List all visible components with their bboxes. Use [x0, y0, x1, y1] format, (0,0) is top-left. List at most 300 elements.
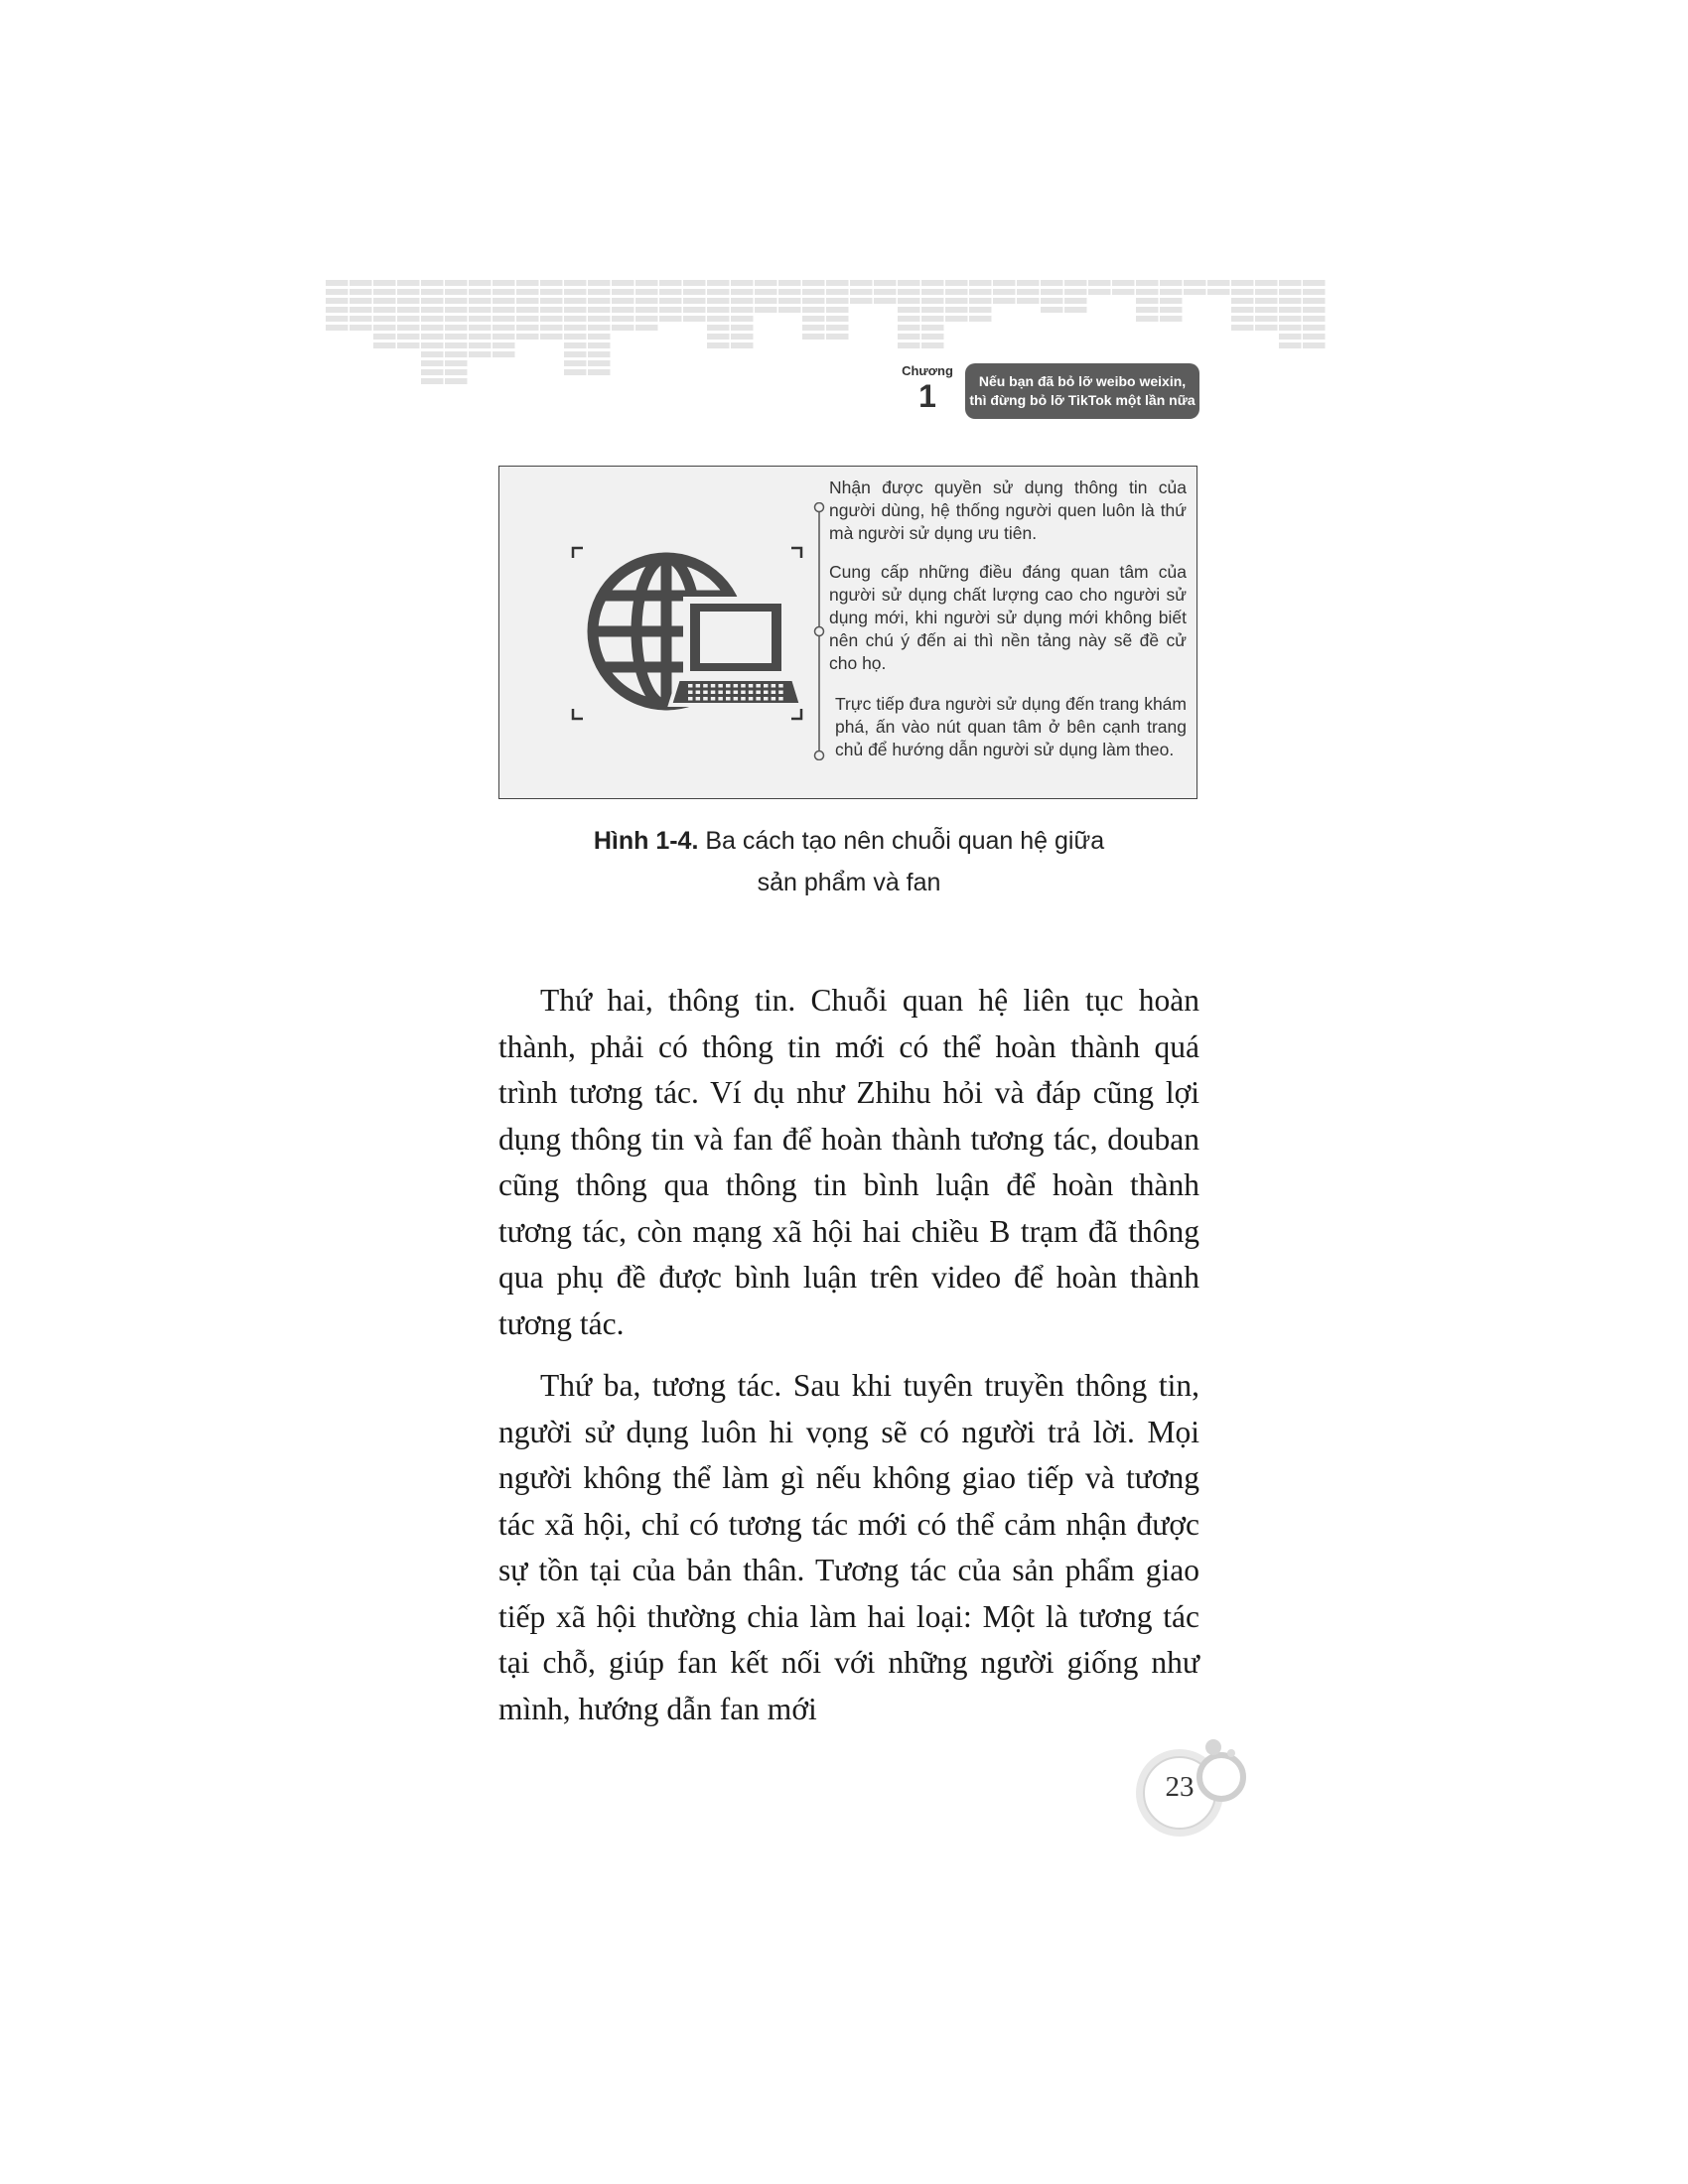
deco-bar-segment	[397, 316, 420, 322]
keyboard-key	[696, 697, 701, 701]
deco-bar-segment	[945, 289, 968, 295]
figure-connector-line	[809, 502, 829, 760]
deco-bar-segment	[492, 334, 515, 340]
deco-bar-segment	[826, 280, 849, 286]
deco-bar-segment	[659, 289, 682, 295]
deco-bar-segment	[1207, 280, 1230, 286]
deco-bar-segment	[1207, 289, 1230, 295]
deco-bar-segment	[659, 298, 682, 304]
deco-bar-segment	[588, 369, 611, 375]
deco-bar-segment	[1112, 289, 1135, 295]
deco-bar-segment	[802, 289, 825, 295]
deco-bar-segment	[969, 298, 992, 304]
keyboard-key	[696, 691, 701, 695]
paragraph: Thứ ba, tương tác. Sau khi tuyên truyền thông tin, người sử dụng luôn hi vọng sẽ có người trả lời. Mọi người không thể làm gì nếu không giao tiếp và tương tác xã hội, chỉ có tương tác mới có thể cảm nhận được sự tồn tại của bản thân. Tương tác của sản phẩm giao tiếp xã hội thường chia làm hai loại: Một là tương tác tại chỗ, giúp fan kết nối với những người giống như mình, hướng dẫn fan mới	[498, 1368, 1199, 1726]
keyboard-key	[778, 691, 783, 695]
deco-bar-segment	[945, 298, 968, 304]
chapter-word: Chương	[902, 363, 953, 378]
deco-bar-segment	[397, 307, 420, 313]
deco-bar-segment	[540, 325, 563, 331]
keyboard-key	[749, 697, 754, 701]
deco-bar-segment	[373, 298, 396, 304]
deco-bar-segment	[1041, 289, 1063, 295]
deco-bar-segment	[969, 307, 992, 313]
keyboard-key	[764, 697, 769, 701]
keyboard-key	[756, 697, 761, 701]
deco-bar-segment	[945, 316, 968, 322]
keyboard-key	[688, 691, 693, 695]
deco-bar-segment	[1112, 280, 1135, 286]
deco-bar-segment	[516, 289, 539, 295]
deco-bar-segment	[898, 298, 920, 304]
deco-bar-segment	[588, 334, 611, 340]
keyboard-key	[718, 684, 723, 688]
deco-bar-segment	[778, 280, 801, 286]
keyboard-key	[726, 691, 731, 695]
figure-box	[498, 466, 1197, 799]
deco-bar-segment	[564, 307, 587, 313]
deco-bar-segment	[1303, 289, 1326, 295]
figure-caption	[496, 820, 1201, 903]
chapter-title-line-1: Nếu bạn đã bỏ lỡ weibo weixin,	[978, 373, 1187, 389]
deco-bar-segment	[683, 298, 706, 304]
deco-bar-segment	[1041, 298, 1063, 304]
deco-bar-segment	[1184, 289, 1206, 295]
deco-bar-segment	[421, 342, 444, 348]
deco-bar-segment	[516, 298, 539, 304]
deco-bar-segment	[516, 325, 539, 331]
keyboard-key	[778, 697, 783, 701]
deco-bar-segment	[1255, 307, 1278, 313]
deco-bar-segment	[1303, 342, 1326, 348]
deco-bar-segment	[802, 316, 825, 322]
deco-bar-segment	[683, 280, 706, 286]
deco-bar-segment	[492, 289, 515, 295]
deco-bar-segment	[802, 334, 825, 340]
deco-bar-segment	[969, 289, 992, 295]
deco-bar-segment	[1160, 298, 1183, 304]
deco-bar-segment	[731, 334, 754, 340]
deco-bar-segment	[683, 307, 706, 313]
deco-bar-segment	[1136, 289, 1159, 295]
deco-bar-segment	[492, 307, 515, 313]
deco-bar-segment	[945, 280, 968, 286]
deco-bar-segment	[755, 280, 777, 286]
deco-bar-segment	[445, 369, 468, 375]
deco-bar-segment	[802, 307, 825, 313]
deco-bar-segment	[350, 298, 372, 304]
chapter-label	[894, 363, 961, 414]
deco-bar-segment	[350, 289, 372, 295]
deco-bar-segment	[326, 298, 349, 304]
chapter-title-line-2: thì đừng bỏ lỡ TikTok một lần nữa	[969, 392, 1196, 408]
deco-bar-segment	[588, 280, 611, 286]
deco-bar-segment	[874, 280, 897, 286]
deco-bar-segment	[516, 307, 539, 313]
deco-bar-segment	[898, 334, 920, 340]
deco-bar-segment	[612, 280, 634, 286]
deco-bar-segment	[421, 351, 444, 357]
deco-bar-segment	[564, 342, 587, 348]
caption-line-1	[496, 820, 1201, 862]
deco-bar-segment	[1041, 307, 1063, 313]
deco-bar-segment	[826, 334, 849, 340]
keyboard-key	[726, 697, 731, 701]
deco-bar-segment	[921, 325, 944, 331]
chapter-number: 1	[918, 378, 936, 414]
deco-bar-segment	[707, 342, 730, 348]
keyboard-key	[741, 697, 746, 701]
deco-bar-segment	[492, 280, 515, 286]
keyboard-key	[764, 691, 769, 695]
deco-bar-segment	[707, 325, 730, 331]
deco-bar-segment	[1160, 289, 1183, 295]
deco-bar-segment	[516, 280, 539, 286]
figure-item: Cung cấp những điều đáng quan tâm của người sử dụng chất lượng cao cho người sử dụng mới, khi người sử dụng mới không biết nên chú ý đến ai thì nền tảng này sẽ đề cử cho họ.	[829, 562, 1187, 673]
deco-bar-segment	[1231, 307, 1254, 313]
deco-bar-segment	[469, 289, 492, 295]
deco-bar-segment	[755, 289, 777, 295]
deco-bar-segment	[635, 316, 658, 322]
deco-bar-segment	[1303, 298, 1326, 304]
deco-bar-segment	[492, 351, 515, 357]
deco-bar-segment	[326, 316, 349, 322]
keyboard-key	[718, 697, 723, 701]
deco-bar-segment	[612, 307, 634, 313]
deco-bar-segment	[1088, 280, 1111, 286]
page-number: 23	[1165, 1771, 1195, 1803]
deco-bar-segment	[731, 342, 754, 348]
keyboard-key	[764, 684, 769, 688]
deco-bar-segment	[731, 325, 754, 331]
deco-bar-segment	[826, 307, 849, 313]
keyboard-key	[696, 684, 701, 688]
deco-bar-segment	[564, 298, 587, 304]
deco-bar-segment	[445, 289, 468, 295]
deco-bar-segment	[564, 351, 587, 357]
deco-bar-segment	[1231, 316, 1254, 322]
keyboard-key	[778, 684, 783, 688]
deco-bar-segment	[588, 307, 611, 313]
deco-bar-segment	[1064, 280, 1087, 286]
deco-bar-segment	[564, 289, 587, 295]
deco-bar-segment	[469, 342, 492, 348]
deco-bar-segment	[707, 307, 730, 313]
deco-bar-segment	[1064, 289, 1087, 295]
deco-bar-segment	[874, 289, 897, 295]
keyboard-key	[734, 684, 739, 688]
deco-bar-segment	[397, 289, 420, 295]
deco-bar-segment	[492, 342, 515, 348]
deco-bar-segment	[469, 316, 492, 322]
deco-bar-segment	[564, 325, 587, 331]
deco-bar-segment	[373, 307, 396, 313]
deco-bar-segment	[421, 316, 444, 322]
deco-bar-segment	[445, 342, 468, 348]
deco-bar-segment	[373, 316, 396, 322]
caption-text-1: Ba cách tạo nên chuỗi quan hệ giữa	[698, 827, 1105, 855]
deco-bar-segment	[588, 298, 611, 304]
deco-bar-segment	[397, 334, 420, 340]
deco-bar-segment	[707, 280, 730, 286]
deco-bar-segment	[921, 280, 944, 286]
deco-bar-segment	[850, 289, 873, 295]
keyboard-key	[711, 691, 716, 695]
deco-bar-segment	[1160, 316, 1183, 322]
deco-bar-segment	[731, 307, 754, 313]
deco-bar-segment	[445, 298, 468, 304]
deco-bar-segment	[350, 280, 372, 286]
keyboard-key	[741, 684, 746, 688]
deco-bar-segment	[1279, 316, 1302, 322]
deco-bar-segment	[1255, 325, 1278, 331]
keyboard-key	[756, 684, 761, 688]
deco-bar-segment	[1160, 307, 1183, 313]
keyboard-key	[734, 691, 739, 695]
deco-bar-segment	[1303, 307, 1326, 313]
deco-bar-segment	[1088, 289, 1111, 295]
deco-bar-segment	[707, 298, 730, 304]
deco-bar-segment	[540, 316, 563, 322]
deco-bar-segment	[1279, 298, 1302, 304]
deco-bar-segment	[731, 298, 754, 304]
deco-bar-segment	[731, 280, 754, 286]
keyboard-key	[711, 697, 716, 701]
deco-bar-segment	[421, 289, 444, 295]
deco-bar-segment	[921, 289, 944, 295]
deco-bar-segment	[635, 298, 658, 304]
keyboard-key	[772, 691, 776, 695]
keyboard-key	[772, 697, 776, 701]
deco-bar-segment	[755, 307, 777, 313]
deco-bar-segment	[373, 334, 396, 340]
caption-label: Hình 1-4.	[593, 827, 699, 855]
deco-bar-segment	[635, 289, 658, 295]
deco-bar-segment	[397, 280, 420, 286]
deco-bar-segment	[1279, 307, 1302, 313]
deco-bar-segment	[921, 307, 944, 313]
deco-bar-segment	[540, 334, 563, 340]
keyboard-key	[756, 691, 761, 695]
deco-bar-segment	[1136, 298, 1159, 304]
chapter-title-badge	[965, 363, 1199, 419]
deco-bar-segment	[588, 351, 611, 357]
deco-bar-segment	[1064, 298, 1087, 304]
deco-bar-segment	[445, 307, 468, 313]
deco-bar-segment	[921, 334, 944, 340]
deco-bar-segment	[1184, 280, 1206, 286]
keyboard-key	[703, 684, 708, 688]
deco-bar-segment	[1303, 280, 1326, 286]
deco-bar-segment	[1017, 289, 1040, 295]
deco-bar-segment	[898, 325, 920, 331]
deco-bar-segment	[445, 378, 468, 384]
deco-bar-segment	[993, 280, 1016, 286]
deco-bar-segment	[445, 351, 468, 357]
deco-bar-segment	[1303, 316, 1326, 322]
keyboard-key	[718, 691, 723, 695]
deco-bar-segment	[564, 334, 587, 340]
deco-bar-segment	[898, 307, 920, 313]
deco-bar-segment	[564, 280, 587, 286]
deco-bar-segment	[492, 298, 515, 304]
globe-laptop-icon	[571, 546, 803, 721]
deco-bar-segment	[707, 316, 730, 322]
deco-bar-segment	[1231, 280, 1254, 286]
deco-bar-segment	[326, 289, 349, 295]
deco-bar-segment	[755, 298, 777, 304]
deco-bar-segment	[421, 298, 444, 304]
keyboard-key	[703, 691, 708, 695]
deco-bar-segment	[397, 325, 420, 331]
deco-bar-segment	[993, 289, 1016, 295]
deco-bar-segment	[898, 280, 920, 286]
deco-bar-segment	[588, 316, 611, 322]
deco-bar-segment	[421, 369, 444, 375]
deco-bar-segment	[826, 289, 849, 295]
deco-bar-segment	[1160, 280, 1183, 286]
deco-bar-segment	[1231, 289, 1254, 295]
deco-bar-segment	[1279, 289, 1302, 295]
deco-bar-segment	[1231, 298, 1254, 304]
deco-bar-segment	[373, 342, 396, 348]
deco-bar-segment	[635, 280, 658, 286]
deco-bar-segment	[1279, 280, 1302, 286]
deco-bar-segment	[588, 342, 611, 348]
deco-bar-segment	[445, 280, 468, 286]
deco-bar-segment	[1136, 316, 1159, 322]
deco-bar-segment	[469, 298, 492, 304]
deco-bar-segment	[898, 342, 920, 348]
deco-bar-segment	[326, 280, 349, 286]
deco-bar-segment	[826, 325, 849, 331]
deco-bar-segment	[707, 334, 730, 340]
deco-bar-segment	[350, 316, 372, 322]
deco-bar-segment	[516, 316, 539, 322]
keyboard-key	[741, 691, 746, 695]
deco-bar-segment	[1041, 280, 1063, 286]
decorative-bars	[326, 280, 1358, 449]
deco-bar-segment	[945, 307, 968, 313]
deco-bar-segment	[588, 360, 611, 366]
deco-bar-segment	[540, 298, 563, 304]
deco-bar-segment	[683, 289, 706, 295]
deco-bar-segment	[588, 289, 611, 295]
deco-bar-segment	[612, 298, 634, 304]
deco-bar-segment	[1231, 325, 1254, 331]
deco-bar-segment	[898, 289, 920, 295]
deco-bar-segment	[516, 334, 539, 340]
deco-bar-segment	[612, 289, 634, 295]
keyboard-key	[749, 684, 754, 688]
deco-bar-segment	[921, 298, 944, 304]
deco-bar-segment	[445, 316, 468, 322]
keyboard-key	[772, 684, 776, 688]
deco-bar-segment	[326, 325, 349, 331]
deco-bar-segment	[850, 298, 873, 304]
deco-bar-segment	[1303, 334, 1326, 340]
deco-bar-segment	[421, 360, 444, 366]
deco-bar-segment	[969, 280, 992, 286]
deco-bar-segment	[1255, 298, 1278, 304]
deco-bar-segment	[421, 280, 444, 286]
deco-bar-segment	[1279, 342, 1302, 348]
deco-bar-segment	[1279, 325, 1302, 331]
deco-bar-segment	[898, 316, 920, 322]
deco-bar-segment	[612, 325, 634, 331]
deco-bar-segment	[421, 325, 444, 331]
deco-bar-segment	[445, 334, 468, 340]
deco-bar-segment	[1255, 289, 1278, 295]
deco-bar-segment	[1255, 280, 1278, 286]
deco-bar-segment	[1136, 307, 1159, 313]
deco-bar-segment	[683, 316, 706, 322]
deco-bar-segment	[778, 298, 801, 304]
keyboard-key	[688, 697, 693, 701]
deco-bar-segment	[659, 316, 682, 322]
deco-bar-segment	[1303, 325, 1326, 331]
deco-bar-segment	[492, 316, 515, 322]
deco-bar-segment	[731, 289, 754, 295]
deco-bar-segment	[778, 307, 801, 313]
deco-bar-segment	[373, 325, 396, 331]
deco-bar-segment	[802, 325, 825, 331]
deco-bar-segment	[1136, 280, 1159, 286]
deco-bar-segment	[469, 280, 492, 286]
deco-bar-segment	[1064, 307, 1087, 313]
paragraph: Thứ hai, thông tin. Chuỗi quan hệ liên tục hoàn thành, phải có thông tin mới có thể hoàn thành quá trình tương tác. Ví dụ như Zhihu hỏi và đáp cũng lợi dụng thông tin và fan để hoàn thành tương tác, douban cũng thông qua thông tin bình luận để hoàn thành tương tác, còn mạng xã hội hai chiều B trạm đã thông qua phụ đề được bình luận trên video để hoàn thành tương tác.	[498, 983, 1199, 1341]
keyboard-key	[734, 697, 739, 701]
deco-bar-segment	[778, 289, 801, 295]
keyboard-key	[688, 684, 693, 688]
deco-bar-segment	[874, 298, 897, 304]
deco-bar-segment	[421, 378, 444, 384]
deco-bar-segment	[421, 334, 444, 340]
deco-bar-segment	[373, 289, 396, 295]
caption-text-2: sản phẩm và fan	[757, 869, 941, 896]
deco-bar-segment	[373, 280, 396, 286]
deco-bar-segment	[445, 325, 468, 331]
deco-bar-segment	[469, 307, 492, 313]
deco-bar-segment	[540, 280, 563, 286]
keyboard-key	[711, 684, 716, 688]
deco-bar-segment	[659, 307, 682, 313]
figure-item: Trực tiếp đưa người sử dụng đến trang khám phá, ấn vào nút quan tâm ở bên cạnh trang chủ để hướng dẫn người sử dụng làm theo.	[835, 694, 1187, 759]
deco-bar-segment	[492, 325, 515, 331]
keyboard-key	[749, 691, 754, 695]
keyboard-key	[726, 684, 731, 688]
deco-bar-segment	[969, 316, 992, 322]
deco-bar-segment	[421, 307, 444, 313]
figure-item: Nhận được quyền sử dụng thông tin của người dùng, hệ thống người quen luôn là thứ mà người sử dụng ưu tiên.	[829, 478, 1187, 543]
deco-bar-segment	[826, 298, 849, 304]
deco-bar-segment	[659, 280, 682, 286]
deco-bar-segment	[469, 325, 492, 331]
deco-bar-segment	[731, 316, 754, 322]
deco-bar-segment	[635, 307, 658, 313]
deco-bar-segment	[1255, 316, 1278, 322]
deco-bar-segment	[707, 289, 730, 295]
deco-bar-segment	[802, 298, 825, 304]
deco-bar-segment	[326, 307, 349, 313]
deco-bar-segment	[564, 360, 587, 366]
deco-bar-segment	[564, 316, 587, 322]
deco-bar-segment	[826, 316, 849, 322]
deco-bar-segment	[445, 360, 468, 366]
deco-bar-segment	[993, 298, 1016, 304]
deco-bar-segment	[921, 342, 944, 348]
deco-bar-segment	[1279, 334, 1302, 340]
